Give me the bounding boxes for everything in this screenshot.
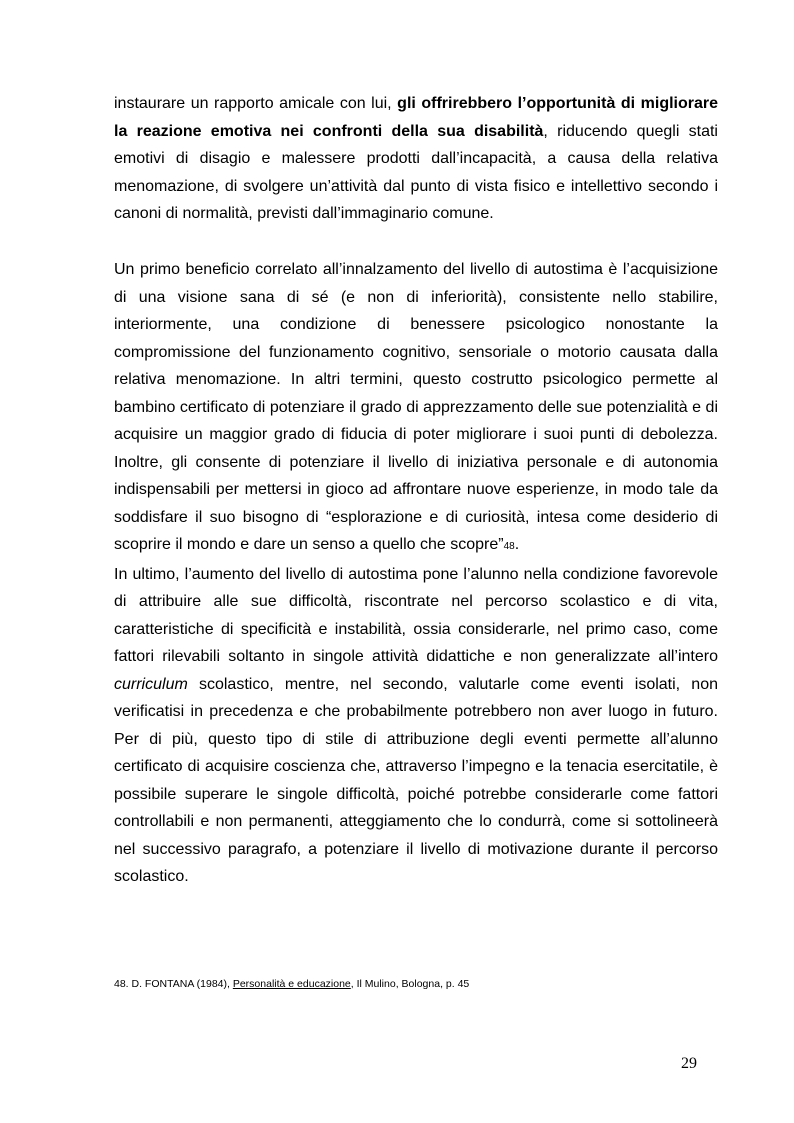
paragraph-1-text-a: instaurare un rapporto amicale con lui,	[114, 95, 398, 112]
page-number: 29	[681, 1055, 697, 1072]
footnote-prefix: 48. D. FONTANA (1984),	[114, 978, 233, 990]
footnote-title: Personalità e educazione	[232, 978, 351, 990]
main-text-top	[114, 90, 718, 228]
paragraph-1	[114, 90, 718, 228]
paragraph-2	[114, 256, 718, 561]
paragraph-3-text-a: In ultimo, l’aumento del livello di autostima pone l’alunno nella condizione favorevole di attribuire alle sue difficoltà, riscontrate nel percorso scolastico e di vita, caratteristiche di specificità e instabilità, ossia considerarle, nel primo caso, come fattori rilevabili soltanto in singole attività didattiche e non generalizzate all’intero	[114, 565, 718, 665]
paragraph-1-bold: gli offrirebbero l’opportunità di migliorare la reazione emotiva nei confronti della sua disabilità	[114, 95, 719, 140]
footnote-reference: 48	[503, 541, 515, 552]
paragraph-3-italic: curriculum	[114, 675, 188, 693]
paragraph-1-text-b: , riducendo quegli stati emotivi di disagio e malessere prodotti dall’incapacità, a causa della relativa menomazione, di svolgere un’attività dal punto di vista fisico e intellettivo secondo i canoni di normalità, previsti dall’immaginario comune.	[114, 122, 718, 222]
paragraph-3-text-b: scolastico, mentre, nel secondo, valutarle come eventi isolati, non verificatisi in precedenza e che probabilmente potrebbero non aver luogo in futuro. Per di più, questo tipo di stile di attribuzione degli eventi permette all’alunno certificato di acquisire coscienza che, attraverso l’impegno e la tenacia esercitatile, è possibile superare le singole difficoltà, poiché potrebbe considerarle come fattori controllabili e non permanenti, atteggiamento che lo condurrà, come si sottolineerà nel successivo paragrafo, a potenziare il livello di motivazione durante il percorso scolastico.	[114, 675, 718, 885]
footnote	[114, 977, 469, 991]
paragraph-2-text: Un primo beneficio correlato all’innalzamento del livello di autostima è l’acquisizione di una visione sana di sé (e non di inferiorità), consistente nello stabilire, interiormente, una condizione di benessere psicologico nonostante la compromissione del funzionamento cognitivo, sensoriale o motorio causata dalla relativa menomazione. In altri termini, questo costrutto psicologico permette al bambino certificato di potenziare il grado di apprezzamento delle sue potenzialità e di acquisire un maggior grado di fiducia di poter migliorare i suoi punti di debolezza. Inoltre, gli consente di potenziare il livello di iniziativa personale e di autonomia indispensabili per mettersi in gioco ad affrontare nuove esperienze, in modo tale da soddisfare il suo bisogno di “esplorazione e di curiosità, intesa come desiderio di scoprire il mondo e dare un senso a quello che scopre”	[114, 261, 718, 553]
main-text-bottom	[114, 256, 718, 891]
paragraph-3	[114, 561, 718, 891]
paragraph-2-end: .	[514, 536, 520, 553]
footnote-suffix: , Il Mulino, Bologna, p. 45	[350, 978, 470, 990]
